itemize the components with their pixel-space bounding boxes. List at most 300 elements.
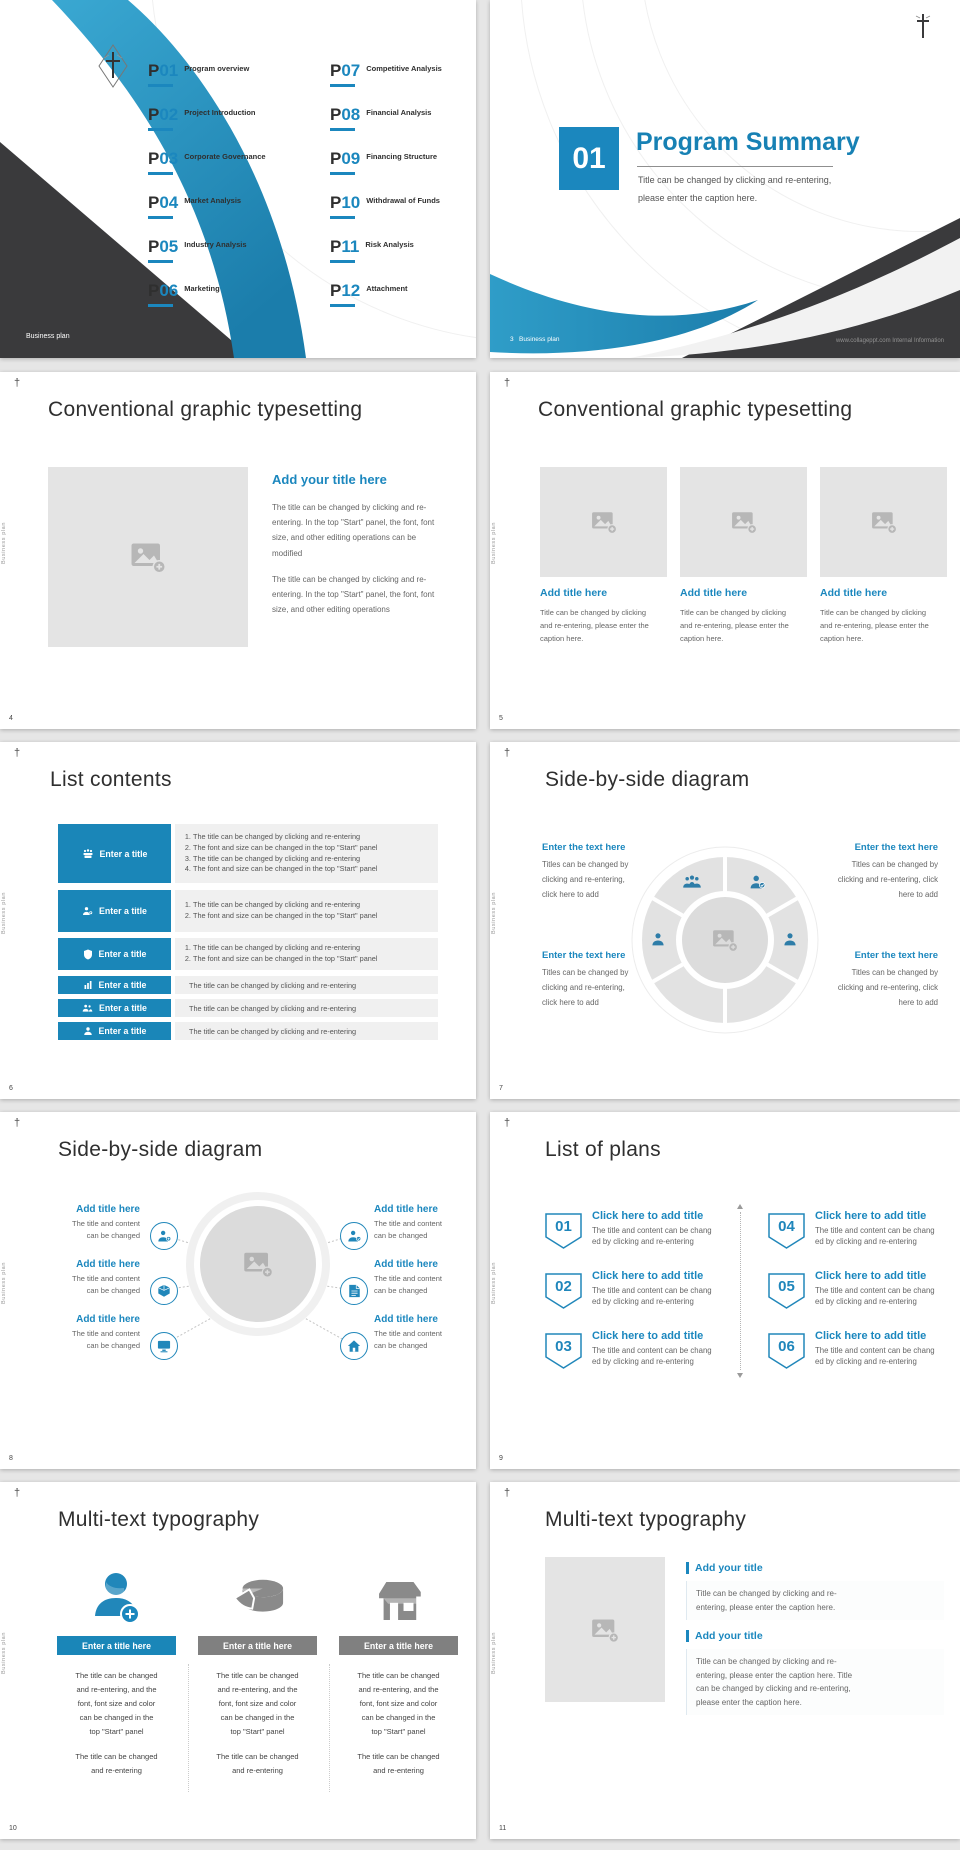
block-heading: Add title here <box>76 1259 140 1270</box>
item-underline <box>148 128 173 131</box>
item-prefix: P <box>148 281 160 300</box>
paragraph-2 <box>272 572 434 618</box>
contents-item <box>330 106 431 131</box>
block-heading: Click here to add title <box>592 1330 704 1342</box>
arrow-up-icon <box>737 1204 743 1209</box>
body-line: The title can be changed <box>75 1671 158 1680</box>
hub-item <box>374 1314 476 1352</box>
caption-line: please enter the caption here. <box>696 1697 802 1707</box>
slide-typesetting-2[interactable] <box>490 372 960 729</box>
image-placeholder-icon <box>712 927 738 958</box>
caption-line: ed by clicking and re-entering <box>592 1357 694 1367</box>
slide-title: List contents <box>50 768 172 791</box>
column-header-bar: Enter a title here <box>198 1636 317 1655</box>
body-line: can be changed in the <box>361 1712 436 1722</box>
contents-item <box>148 62 249 87</box>
caption-line: The title and content <box>72 1219 140 1228</box>
item-number: 11 <box>341 237 360 256</box>
side-label: Business plan <box>491 522 497 565</box>
button-label: Enter a title <box>99 1003 147 1013</box>
dotted-divider <box>188 1664 189 1792</box>
body-line: The title can be changed <box>216 1752 299 1762</box>
footer-left <box>510 336 560 343</box>
person-add-icon <box>150 1222 178 1250</box>
item-prefix: P <box>330 281 342 300</box>
body-line: top "Start" panel <box>371 1726 426 1736</box>
image-placeholder <box>545 1557 665 1702</box>
side-label: Business plan <box>1 1262 7 1305</box>
image-placeholder-icon <box>591 1616 619 1644</box>
caption-line: can be changed by clicking and re-entering, <box>696 1684 851 1694</box>
item-prefix: P <box>148 149 160 168</box>
list-line: The title can be changed by clicking and re-entering <box>189 1003 357 1013</box>
caption-line: caption here. <box>820 634 864 644</box>
title-block-2 <box>686 1630 944 1715</box>
caption-line: can be changed <box>374 1231 428 1240</box>
cross-icon: † <box>504 1117 511 1129</box>
typography-column <box>339 1542 458 1778</box>
item-prefix: P <box>330 237 342 256</box>
list-text-box <box>175 824 438 883</box>
caption-line: The title and content <box>374 1274 442 1283</box>
image-placeholder-icon <box>871 509 897 535</box>
list-text-box <box>175 1022 438 1040</box>
list-lines <box>175 943 378 965</box>
body-line: and re-entering <box>373 1766 424 1776</box>
caption-line: clicking and re-entering, <box>542 983 625 993</box>
plan-number: 03 <box>555 1338 572 1355</box>
contents-item <box>148 106 256 131</box>
item-label: Attachment <box>366 284 408 293</box>
item-prefix: P <box>148 237 160 256</box>
item-underline <box>330 84 355 87</box>
caption-line: ed by clicking and re-entering <box>815 1357 917 1367</box>
item-prefix: P <box>148 193 160 212</box>
column-header-bar: Enter a title here <box>57 1636 176 1655</box>
cross-icon: † <box>14 1117 21 1129</box>
item-number: 02 <box>159 105 179 124</box>
caption-line: here to add <box>898 890 938 900</box>
list-text-box <box>175 938 438 970</box>
item-number: 07 <box>341 61 361 80</box>
cross-icon: † <box>14 747 21 759</box>
plan-number-badge <box>545 1213 582 1249</box>
button-label: Enter a title <box>98 980 147 990</box>
slide-circle-diagram[interactable] <box>490 742 960 1099</box>
item-underline <box>148 84 173 87</box>
item-underline <box>330 128 355 131</box>
list-button-1 <box>58 824 171 883</box>
body-line: font, font size and color <box>77 1698 156 1708</box>
title-block-1 <box>686 1562 944 1620</box>
footer-brand: Business plan <box>519 336 560 343</box>
caption-line: The title and content can be chang <box>592 1286 712 1295</box>
body-line: top "Start" panel <box>89 1726 144 1736</box>
block-heading: Click here to add title <box>815 1270 927 1282</box>
page-number: 10 <box>9 1825 17 1832</box>
page-number: 11 <box>499 1825 507 1832</box>
page-number: 5 <box>499 715 503 722</box>
caption-line: please enter the caption here. <box>638 193 758 203</box>
page-number: 7 <box>499 1085 503 1092</box>
image-placeholder-icon <box>591 509 617 535</box>
caption-line: modified <box>272 548 303 558</box>
caption-line: caption here. <box>680 634 724 644</box>
caption-line: Title can be changed by clicking <box>820 608 927 617</box>
image-placeholder <box>680 467 807 577</box>
hub-item <box>30 1204 140 1242</box>
contents-item <box>148 238 247 263</box>
list-text-box <box>175 976 438 994</box>
image-placeholder-icon <box>731 509 757 535</box>
block-heading: Add title here <box>374 1314 438 1325</box>
slide-typography-1[interactable] <box>0 1482 476 1839</box>
caption-line: The title and content <box>72 1274 140 1283</box>
page-number: 8 <box>9 1455 13 1462</box>
caption-line: can be changed <box>86 1231 140 1240</box>
contents-item <box>330 194 440 219</box>
document-icon <box>340 1277 368 1305</box>
slide-program-summary[interactable] <box>490 0 960 358</box>
list-button-5 <box>58 999 171 1017</box>
plan-number-badge <box>768 1273 805 1309</box>
slide-contents[interactable] <box>0 0 476 358</box>
block-heading: Click here to add title <box>815 1330 927 1342</box>
slide-typesetting-1[interactable] <box>0 372 476 729</box>
plan-item <box>592 1210 752 1248</box>
shield-icon <box>83 949 93 960</box>
block-heading: Add title here <box>680 587 748 599</box>
image-placeholder-icon <box>130 539 166 575</box>
plan-number: 01 <box>555 1218 572 1235</box>
podium-people-icon <box>82 849 94 859</box>
item-label: Marketing <box>184 284 220 293</box>
item-prefix: P <box>330 105 342 124</box>
contents-item <box>148 194 241 219</box>
item-label: Risk Analysis <box>365 240 414 249</box>
item-underline <box>330 304 355 307</box>
caption-line: click here to add <box>542 890 599 900</box>
block-heading: Click here to add title <box>815 1210 927 1222</box>
cross-icon: † <box>14 377 21 389</box>
block-heading: Add title here <box>540 587 608 599</box>
item-label: Program overview <box>184 64 250 73</box>
caption-line: can be changed <box>86 1286 140 1295</box>
slide-list-of-plans[interactable] <box>490 1112 960 1469</box>
plan-item <box>815 1270 960 1308</box>
item-label: Industry Analysis <box>184 240 247 249</box>
caption-line: ed by clicking and re-entering <box>815 1297 917 1307</box>
item-number: 06 <box>159 281 179 300</box>
page-number: 3 <box>510 336 514 343</box>
plan-number-badge <box>545 1273 582 1309</box>
block-heading: Enter the text here <box>854 950 938 961</box>
slide-title: Conventional graphic typesetting <box>538 398 853 421</box>
caption-line: The title and content can be chang <box>815 1286 935 1295</box>
slide-title: Multi-text typography <box>58 1508 260 1531</box>
people-icon <box>82 1003 93 1013</box>
body-line: can be changed in the <box>79 1712 154 1722</box>
list-line: 1. The title can be changed by clicking and re-entering <box>193 943 378 954</box>
title-rule <box>637 166 833 167</box>
item-underline <box>330 216 355 219</box>
pie-cylinder-icon <box>198 1542 317 1628</box>
body-line: can be changed in the <box>220 1712 295 1722</box>
item-number: 09 <box>341 149 361 168</box>
caption-line: The title and content <box>374 1329 442 1338</box>
block-heading: Enter the text here <box>542 950 626 961</box>
caption <box>686 1581 944 1620</box>
plan-number-badge <box>768 1213 805 1249</box>
item-number: 04 <box>159 193 179 212</box>
item-number: 03 <box>159 149 179 168</box>
caption-line: entering. In the top "Start" panel, the font, font <box>272 590 435 600</box>
item-number: 01 <box>159 61 179 80</box>
side-label: Business plan <box>491 1262 497 1305</box>
page-number: 9 <box>499 1455 503 1462</box>
caption-line: here to add <box>898 998 938 1008</box>
block-heading: Add title here <box>374 1259 438 1270</box>
caption-line: Titles can be changed by <box>851 968 938 977</box>
list-button-6 <box>58 1022 171 1040</box>
list-line: 2. The font and size can be changed in the top "Start" panel <box>193 843 378 854</box>
image-placeholder <box>540 467 667 577</box>
item-number: 10 <box>341 193 361 212</box>
caption-line: Title can be changed by clicking and re- <box>696 1657 837 1666</box>
typography-column <box>57 1542 176 1778</box>
item-underline <box>330 172 355 175</box>
side-label: Business plan <box>491 1632 497 1675</box>
item-label: Financing Structure <box>366 152 438 161</box>
caption-line: size, and other editing operations <box>272 605 390 615</box>
item-label: Project Introduction <box>184 108 256 117</box>
cross-logo-icon <box>914 12 932 42</box>
building-icon <box>339 1542 458 1628</box>
footer-url: www.collageppt.com Internal Information <box>835 338 944 344</box>
caption-line: and re-entering, please enter the <box>680 621 789 631</box>
block-heading: Click here to add title <box>592 1270 704 1282</box>
text-block-top-left <box>542 842 657 903</box>
caption-line: entering, please enter the caption here. Title <box>696 1670 853 1680</box>
block-heading: Add title here <box>374 1204 438 1215</box>
people-group-icon <box>682 874 702 890</box>
list-text-box <box>175 890 438 932</box>
contents-vertical-title: CONTENTS <box>23 50 42 168</box>
body-line: font, font size and color <box>218 1698 297 1708</box>
hub-item <box>30 1314 140 1352</box>
person-icon <box>782 931 802 947</box>
item-underline <box>148 172 173 175</box>
block-heading: Add title here <box>76 1314 140 1325</box>
contents-item <box>330 62 442 87</box>
slide-title: Conventional graphic typesetting <box>48 398 363 421</box>
body-line: and re-entering, and the <box>358 1684 439 1694</box>
caption-line: entering, please enter the caption here. <box>696 1602 836 1612</box>
caption-line: Title can be changed by clicking <box>680 608 787 617</box>
caption-line: Title can be changed by clicking <box>540 608 647 617</box>
slide-title: Multi-text typography <box>545 1508 747 1531</box>
block-heading: Enter the text here <box>542 842 626 853</box>
body-line: font, font size and color <box>359 1698 438 1708</box>
list-line: 4. The font and size can be changed in the top "Start" panel <box>193 864 378 875</box>
slide-typography-2[interactable] <box>490 1482 960 1839</box>
caption-line: The title and content <box>72 1329 140 1338</box>
list-text-box <box>175 999 438 1017</box>
list-lines <box>175 832 378 876</box>
block-heading: Enter the text here <box>854 842 938 853</box>
caption-line: can be changed <box>86 1341 140 1350</box>
caption-line: The title and content <box>374 1219 442 1228</box>
slide-title: List of plans <box>545 1138 661 1161</box>
block-heading: Add title here <box>76 1204 140 1215</box>
cube-icon <box>150 1277 178 1305</box>
block-heading: Add title here <box>820 587 888 599</box>
caption <box>680 606 789 645</box>
body-line: The title can be changed <box>216 1671 299 1680</box>
caption-line: can be changed <box>374 1341 428 1350</box>
person-add-icon <box>57 1542 176 1628</box>
list-line: 2. The font and size can be changed in the top "Start" panel <box>193 954 378 965</box>
device-icon <box>150 1332 178 1360</box>
caption-line: clicking and re-entering, click <box>837 983 938 993</box>
hub-item <box>374 1204 476 1242</box>
item-underline <box>148 304 173 307</box>
image-placeholder-icon <box>243 1249 273 1279</box>
caption-line: ed by clicking and re-entering <box>592 1297 694 1307</box>
caption-line: clicking and re-entering, click <box>837 875 938 885</box>
item-prefix: P <box>330 193 342 212</box>
contents-item <box>330 150 437 175</box>
person-check-icon <box>340 1222 368 1250</box>
paragraph-1 <box>272 500 434 561</box>
block-heading: Add your title here <box>272 472 387 487</box>
plan-number: 04 <box>778 1218 795 1235</box>
item-label: Withdrawal of Funds <box>366 196 440 205</box>
item-number: 12 <box>341 281 361 300</box>
button-label: Enter a title <box>98 949 147 959</box>
contents-item <box>148 282 220 307</box>
cross-icon: † <box>504 747 511 759</box>
plan-number: 06 <box>778 1338 795 1355</box>
cross-logo-icon <box>98 44 128 88</box>
caption-line: Title can be changed by clicking and re- <box>696 1589 837 1598</box>
caption-line: and re-entering, please enter the <box>820 621 929 631</box>
contents-item <box>330 282 408 307</box>
slide-title: Side-by-side diagram <box>545 768 750 791</box>
button-label: Enter a title <box>99 906 147 916</box>
column-header-bar: Enter a title here <box>339 1636 458 1655</box>
item-prefix: P <box>148 61 160 80</box>
image-placeholder <box>820 467 947 577</box>
column-body <box>198 1669 317 1778</box>
slide-title: Side-by-side diagram <box>58 1138 263 1161</box>
typography-column <box>198 1542 317 1778</box>
caption-line: Title can be changed by clicking and re-entering, <box>638 175 832 185</box>
body-line: and re-entering, and the <box>217 1684 298 1694</box>
body-line: and re-entering, and the <box>76 1684 157 1694</box>
item-prefix: P <box>148 105 160 124</box>
column-body <box>339 1669 458 1778</box>
hub-circle <box>200 1206 316 1322</box>
list-line: The title can be changed by clicking and re-entering <box>189 1026 357 1036</box>
button-label: Enter a title <box>98 1026 147 1036</box>
plan-item <box>592 1330 752 1368</box>
caption <box>686 1649 944 1715</box>
image-placeholder <box>48 467 248 647</box>
caption-line: size, and other editing operations can be <box>272 533 417 543</box>
body-line: The title can be changed <box>75 1752 158 1762</box>
caption-line: The title can be changed by clicking and re- <box>272 575 427 584</box>
caption-line: click here to add <box>542 998 599 1008</box>
caption-line: ed by clicking and re-entering <box>592 1237 694 1247</box>
person-icon <box>650 931 670 947</box>
accent-bar <box>686 1630 689 1642</box>
caption <box>540 606 649 645</box>
block-heading: Add your title <box>695 1630 763 1642</box>
caption-line: The title and content can be chang <box>592 1226 712 1235</box>
caption-line: ed by clicking and re-entering <box>815 1237 917 1247</box>
plan-item <box>592 1270 752 1308</box>
caption-line: caption here. <box>540 634 584 644</box>
plan-number: 02 <box>555 1278 572 1295</box>
slide-hub-diagram[interactable] <box>0 1112 476 1469</box>
column-body <box>57 1669 176 1778</box>
text-block-bottom-left <box>542 950 657 1011</box>
list-line: 3. The title can be changed by clicking and re-entering <box>193 854 378 865</box>
caption-line: The title can be changed by clicking and re- <box>272 503 427 512</box>
caption-line: The title and content can be chang <box>592 1346 712 1355</box>
caption-line: clicking and re-entering, <box>542 875 625 885</box>
plan-number-badge <box>545 1333 582 1369</box>
side-label: Business plan <box>1 1632 7 1675</box>
caption-line: can be changed <box>374 1286 428 1295</box>
page-number: 4 <box>9 715 13 722</box>
list-line: 1. The title can be changed by clicking and re-entering <box>193 900 378 911</box>
slide-list-contents[interactable] <box>0 742 476 1099</box>
list-button-4 <box>58 976 171 994</box>
plan-number: 05 <box>778 1278 795 1295</box>
item-prefix: P <box>330 61 342 80</box>
body-line: The title can be changed <box>357 1752 440 1762</box>
body-line: top "Start" panel <box>230 1726 285 1736</box>
hub-item <box>30 1259 140 1297</box>
cross-icon: † <box>504 1487 511 1499</box>
list-line: 2. The font and size can be changed in the top "Start" panel <box>193 911 378 922</box>
item-label: Corporate Governance <box>184 152 266 161</box>
person-check-icon <box>748 874 768 890</box>
side-label: Business plan <box>1 892 7 935</box>
plan-item <box>815 1210 960 1248</box>
block-heading: Add your title <box>695 1562 763 1574</box>
item-label: Competitive Analysis <box>366 64 442 73</box>
page-number: 6 <box>9 1085 13 1092</box>
body-line: and re-entering <box>91 1766 142 1776</box>
item-number: 08 <box>341 105 361 124</box>
text-block-top-right <box>818 842 938 903</box>
item-label: Financial Analysis <box>366 108 432 117</box>
caption-line: The title and content can be chang <box>815 1226 935 1235</box>
caption-line: and re-entering, please enter the <box>540 621 649 631</box>
caption <box>820 606 929 645</box>
arrow-down-icon <box>737 1373 743 1378</box>
side-label: Business plan <box>491 892 497 935</box>
caption-line: The title and content can be chang <box>815 1346 935 1355</box>
section-number-box: 01 <box>559 127 619 190</box>
item-prefix: P <box>330 149 342 168</box>
list-button-2 <box>58 890 171 932</box>
bar-chart-icon <box>83 980 93 990</box>
list-line: 1. The title can be changed by clicking and re-entering <box>193 832 378 843</box>
